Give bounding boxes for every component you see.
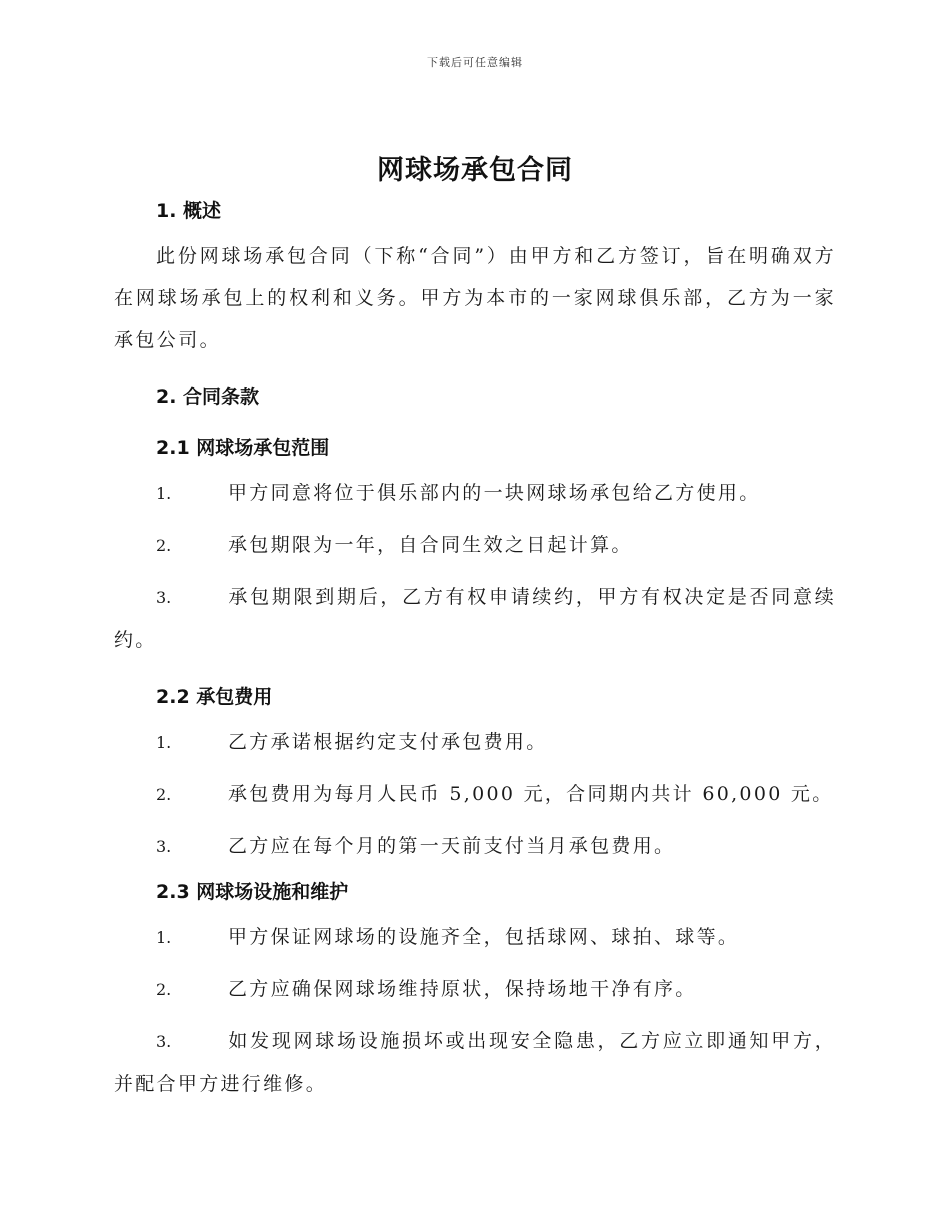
list-item-number: 1. — [156, 928, 172, 947]
list-item-text: 甲方同意将位于俱乐部内的一块网球场承包给乙方使用。 — [228, 482, 761, 504]
overview-paragraph: 此份网球场承包合同（下称“合同”）由甲方和乙方签订，旨在明确双方在网球场承包上的权利和义务。甲方为本市的一家网球俱乐部，乙方为一家承包公司。 — [114, 245, 836, 351]
section-heading-scope: 2.1 网球场承包范围 — [156, 437, 330, 459]
list-item-number: 3. — [156, 1032, 172, 1051]
list-item — [114, 472, 836, 515]
list-item — [114, 524, 836, 567]
list-item-number: 2. — [156, 785, 172, 804]
list-item-text: 甲方保证网球场的设施齐全，包括球网、球拍、球等。 — [228, 926, 740, 948]
section-heading-overview: 1. 概述 — [156, 200, 222, 222]
section-heading-facilities: 2.3 网球场设施和维护 — [156, 881, 349, 903]
list-item-text: 承包期限到期后，乙方有权申请续约，甲方有权决定是否同意续约。 — [114, 586, 836, 651]
list-item-number: 1. — [156, 484, 172, 503]
list-item-number: 3. — [156, 588, 172, 607]
document-body — [114, 196, 836, 1105]
section-heading-fees: 2.2 承包费用 — [156, 686, 273, 708]
list-item-number: 1. — [156, 733, 172, 752]
list-item — [114, 916, 836, 959]
header-note: 下载后可任意编辑 — [427, 56, 523, 69]
list-item-number: 3. — [156, 837, 172, 856]
list-item-text: 如发现网球场设施损坏或出现安全隐患，乙方应立即通知甲方，并配合甲方进行维修。 — [114, 1030, 836, 1095]
list-item — [114, 721, 836, 764]
list-item — [114, 968, 836, 1011]
list-item — [114, 773, 836, 816]
list-item-number: 2. — [156, 980, 172, 999]
list-item — [114, 576, 836, 661]
document-title: 网球场承包合同 — [377, 155, 573, 186]
list-item — [114, 825, 836, 868]
list-item-number: 2. — [156, 536, 172, 555]
section-heading-terms: 2. 合同条款 — [156, 386, 260, 408]
list-item-text: 乙方应在每个月的第一天前支付当月承包费用。 — [228, 835, 676, 857]
list-item-text: 乙方应确保网球场维持原状，保持场地干净有序。 — [228, 978, 697, 1000]
list-item-text: 承包期限为一年，自合同生效之日起计算。 — [228, 534, 633, 556]
list-item-text: 承包费用为每月人民币 5,000 元，合同期内共计 60,000 元。 — [228, 783, 834, 805]
list-item-text: 乙方承诺根据约定支付承包费用。 — [228, 731, 548, 753]
list-item — [114, 1020, 836, 1105]
